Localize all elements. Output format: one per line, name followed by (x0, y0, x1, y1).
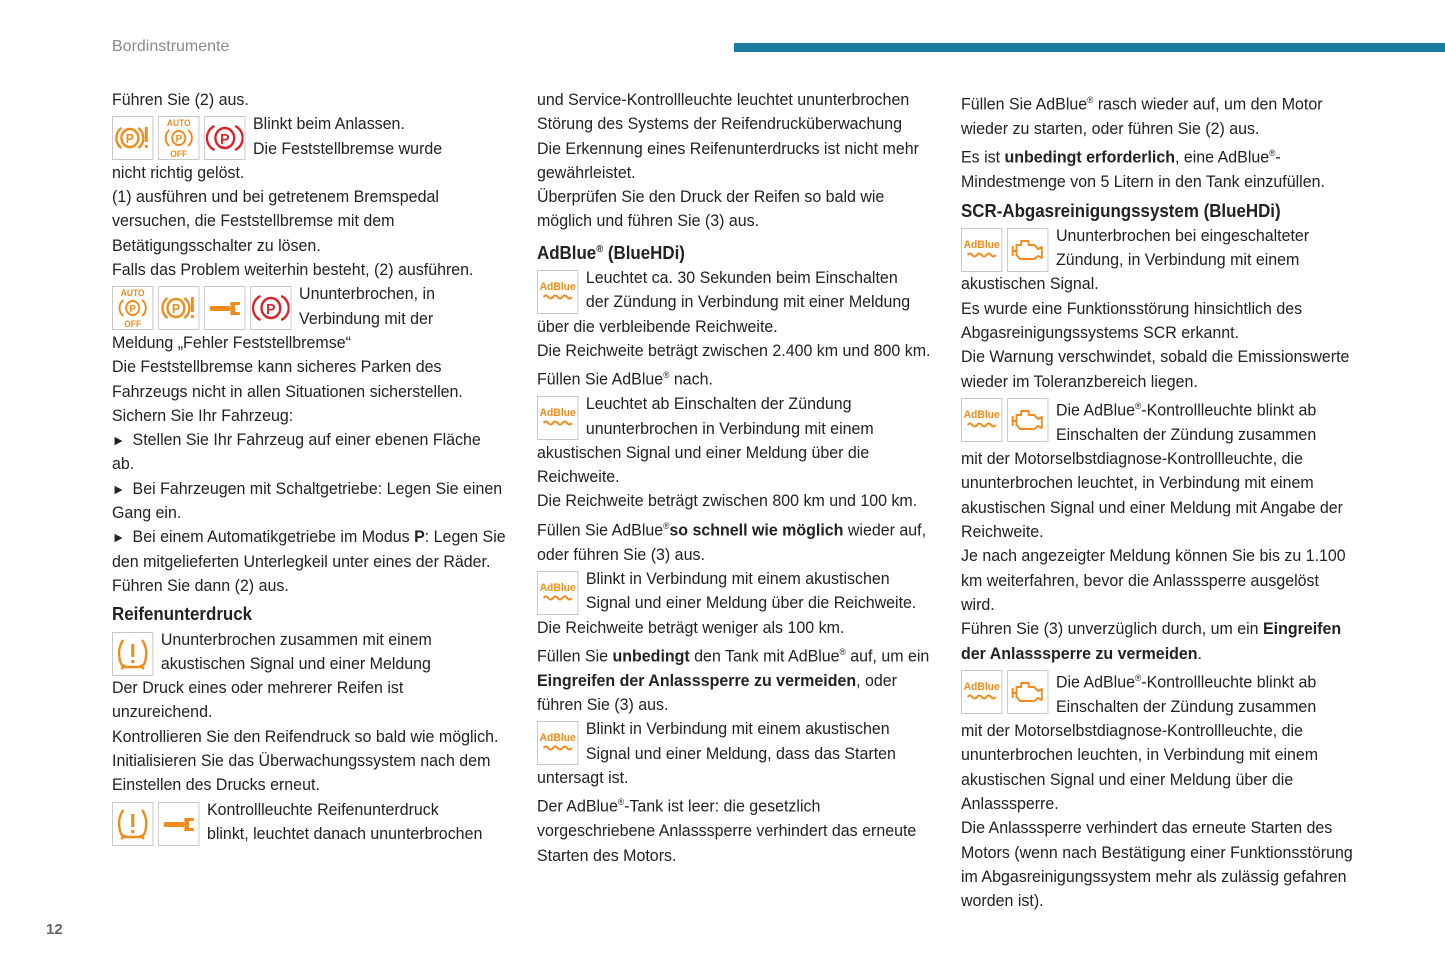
section-heading: Reifenunterdruck (112, 604, 253, 625)
paragraph: Die Anlasssperre verhindert das erneute Starten des Motors (wenn nach Bestätigung einer Funktionsstörung im Abgasreinigungssystem mehr als zulässig gefahren worden ist). (961, 818, 1353, 911)
icon-caption: Leuchtet ab Einschalten der Zündung ununterbrochen in Verbindung mit einem (585, 394, 874, 438)
adblue-icon (537, 721, 578, 765)
column-1 (112, 88, 507, 846)
paragraph: Der AdBlue®-Tank ist leer: die gesetzlich vorgeschriebene Anlasssperre verhindert das erneute Starten des Motors. (537, 796, 917, 865)
adblue-icon (537, 396, 578, 440)
section-heading: AdBlue® (BlueHDi) (537, 242, 685, 263)
paragraph: Sichern Sie Ihr Fahrzeug: (112, 405, 294, 425)
paragraph: Füllen Sie AdBlue® nach. (537, 369, 713, 389)
paragraph: Führen Sie (2) aus. (112, 90, 249, 109)
column-3 (961, 88, 1356, 913)
paragraph: akustischen Signal und einer Meldung über die Reichweite. (537, 442, 870, 487)
icon-caption: Ununterbrochen zusammen mit einem akustischen Signal und einer Meldung (160, 629, 432, 673)
wrench-service-icon (204, 286, 245, 330)
paragraph: Störung des Systems der Reifendrucküberwachung (537, 114, 903, 134)
svg-text:OFF: OFF (124, 319, 142, 330)
column-2 (537, 88, 932, 868)
icon-group (112, 802, 199, 846)
paragraph: Füllen Sie AdBlue®so schnell wie möglich wieder auf, oder führen Sie (3) aus. (537, 520, 927, 564)
paragraph: mit der Motorselbstdiagnose-Kontrollleuchte, die ununterbrochen leuchtet, in Verbindung mit einem akustischen Signal und einer Meldung mit Angabe der Reichweite. (961, 449, 1343, 542)
paragraph: mit der Motorselbstdiagnose-Kontrollleuchte, die ununterbrochen leuchten, in Verbindung mit einem akustischen Signal und einer Meldung über die Anlasssperre. (961, 721, 1319, 813)
paragraph: Je nach angezeigter Meldung können Sie bis zu 1.100 km weiterfahren, bevor die Anlasssperre ausgelöst wird. (961, 546, 1346, 614)
engine-check-icon (1007, 670, 1048, 714)
paragraph: Kontrollieren Sie den Reifendruck so bald wie möglich. (112, 726, 499, 746)
svg-text:AdBlue: AdBlue (963, 680, 1000, 693)
svg-text:P: P (125, 131, 134, 147)
icon-caption: Ununterbrochen, in Verbindung mit der (299, 284, 435, 328)
svg-text:AdBlue: AdBlue (539, 581, 576, 595)
paragraph: Der Druck eines oder mehrerer Reifen ist unzureichend. (112, 678, 404, 722)
icon-caption: Kontrollleuchte Reifenunterdruck blinkt, leuchtet danach ununterbrochen (206, 799, 483, 843)
paragraph: Die Reichweite beträgt zwischen 800 km und 100 km. (537, 491, 918, 511)
svg-text:P: P (220, 131, 230, 149)
svg-text:P: P (171, 302, 180, 317)
icon-group (537, 396, 578, 440)
parking-brake-red-icon (204, 116, 245, 160)
svg-text:P: P (175, 134, 182, 146)
adblue-icon (961, 398, 1002, 442)
icon-group (537, 721, 578, 765)
page-number: 12 (46, 921, 63, 938)
paragraph: nicht richtig gelöst. (112, 162, 245, 182)
paragraph: untersagt ist. (537, 767, 629, 787)
adblue-icon (537, 270, 578, 314)
icon-group (961, 670, 1048, 714)
svg-text:AdBlue: AdBlue (539, 280, 576, 294)
paragraph: Es wurde eine Funktionsstörung hinsichtlich des Abgasreinigungssystems SCR erkannt. (961, 298, 1303, 342)
tyre-pressure-warning-icon (112, 632, 153, 676)
paragraph: Initialisieren Sie das Überwachungssystem nach dem Einstellen des Drucks erneut. (112, 751, 491, 795)
icon-caption: Leuchtet ca. 30 Sekunden beim Einschalten der Zündung in Verbindung mit einer Meldung (585, 268, 911, 312)
parking-brake-warning-orange-icon (158, 286, 199, 330)
paragraph: Die Feststellbremse kann sicheres Parken des Fahrzeugs nicht in allen Situationen sicherstellen. (112, 357, 463, 401)
icon-caption: Blinkt beim Anlassen. Die Feststellbremse wurde (253, 114, 443, 158)
paragraph: Führen Sie dann (2) aus. (112, 575, 289, 595)
paragraph: Füllen Sie AdBlue® rasch wieder auf, um den Motor wieder zu starten, oder führen Sie (2) aus. (961, 94, 1323, 138)
parking-brake-warning-orange-icon (112, 116, 153, 160)
auto-parking-brake-off-icon (112, 286, 153, 330)
svg-text:AdBlue: AdBlue (963, 408, 1000, 421)
paragraph: und Service-Kontrollleuchte leuchtet ununterbrochen (537, 90, 910, 109)
paragraph: Falls das Problem weiterhin besteht, (2) ausführen. (112, 260, 474, 280)
svg-text:OFF: OFF (170, 149, 188, 160)
bullet-item: ► Bei Fahrzeugen mit Schaltgetriebe: Legen Sie einen Gang ein. (112, 477, 507, 526)
engine-check-icon (1007, 398, 1048, 442)
svg-text:P: P (266, 302, 276, 319)
paragraph: Füllen Sie unbedingt den Tank mit AdBlue® auf, um ein Eingreifen der Anlasssperre zu vermeiden, oder führen Sie (3) aus. (537, 646, 930, 715)
icon-group (961, 228, 1048, 272)
paragraph: Meldung „Fehler Feststellbremse“ (112, 332, 351, 352)
paragraph: Die Reichweite beträgt zwischen 2.400 km und 800 km. (537, 340, 931, 360)
section-heading: SCR-Abgasreinigungssystem (BlueHDi) (961, 200, 1281, 221)
engine-check-icon (1007, 228, 1048, 272)
icon-caption: Blinkt in Verbindung mit einem akustischen Signal und einer Meldung, dass das Starten (585, 719, 896, 763)
paragraph: über die verbleibende Reichweite. (537, 316, 778, 336)
svg-text:AdBlue: AdBlue (539, 732, 576, 745)
icon-group (112, 116, 245, 160)
adblue-icon (961, 670, 1002, 714)
auto-parking-brake-off-icon (158, 116, 199, 160)
header-accent-bar (734, 43, 1445, 52)
icon-group (112, 286, 292, 330)
tyre-pressure-warning-icon (112, 802, 153, 846)
bullet-item: ► Stellen Sie Ihr Fahrzeug auf einer ebenen Fläche ab. (112, 428, 507, 477)
icon-caption: Blinkt in Verbindung mit einem akustischen Signal und einer Meldung über die Reichweite. (585, 568, 917, 613)
icon-group (112, 632, 153, 676)
parking-brake-red-icon (250, 286, 291, 330)
paragraph: Es ist unbedingt erforderlich, eine AdBlue®-Mindestmenge von 5 Litern in den Tank einzufüllen. (961, 147, 1325, 192)
paragraph: Die Warnung verschwindet, sobald die Emissionswerte wieder im Toleranzbereich liegen. (961, 347, 1350, 391)
icon-caption: Die AdBlue®-Kontrollleuchte blinkt ab Einschalten der Zündung zusammen (1055, 400, 1317, 444)
paragraph: Die Erkennung eines Reifenunterdrucks ist nicht mehr gewährleistet. (537, 138, 919, 182)
icon-group (961, 398, 1048, 442)
icon-group (537, 270, 578, 314)
adblue-icon (537, 571, 578, 615)
paragraph: Überprüfen Sie den Druck der Reifen so bald wie möglich und führen Sie (3) aus. (537, 187, 885, 231)
svg-text:AdBlue: AdBlue (963, 238, 1000, 251)
icon-caption: Ununterbrochen bei eingeschalteter Zündung, in Verbindung mit einem (1055, 225, 1310, 270)
svg-text:P: P (129, 304, 136, 316)
section-header: Bordinstrumente (112, 38, 230, 55)
svg-text:AUTO: AUTO (166, 118, 191, 129)
paragraph: Führen Sie (3) unverzüglich durch, um ein Eingreifen der Anlasssperre zu vermeiden. (961, 619, 1342, 663)
icon-group (537, 571, 578, 615)
wrench-service-icon (158, 802, 199, 846)
icon-caption: Die AdBlue®-Kontrollleuchte blinkt ab Einschalten der Zündung zusammen (1055, 672, 1317, 716)
svg-text:AUTO: AUTO (120, 288, 145, 299)
paragraph: akustischen Signal. (961, 274, 1099, 294)
bullet-item: ► Bei einem Automatikgetriebe im Modus P: Legen Sie den mitgelieferten Unterlegkeil unter eines der Räder. (112, 525, 507, 574)
paragraph: Die Reichweite beträgt weniger als 100 km. (537, 617, 845, 637)
paragraph: (1) ausführen und bei getretenem Bremspedal versuchen, die Feststellbremse mit dem Betätigungsschalter zu lösen. (112, 187, 439, 255)
svg-text:AdBlue: AdBlue (539, 406, 576, 420)
adblue-icon (961, 228, 1002, 272)
